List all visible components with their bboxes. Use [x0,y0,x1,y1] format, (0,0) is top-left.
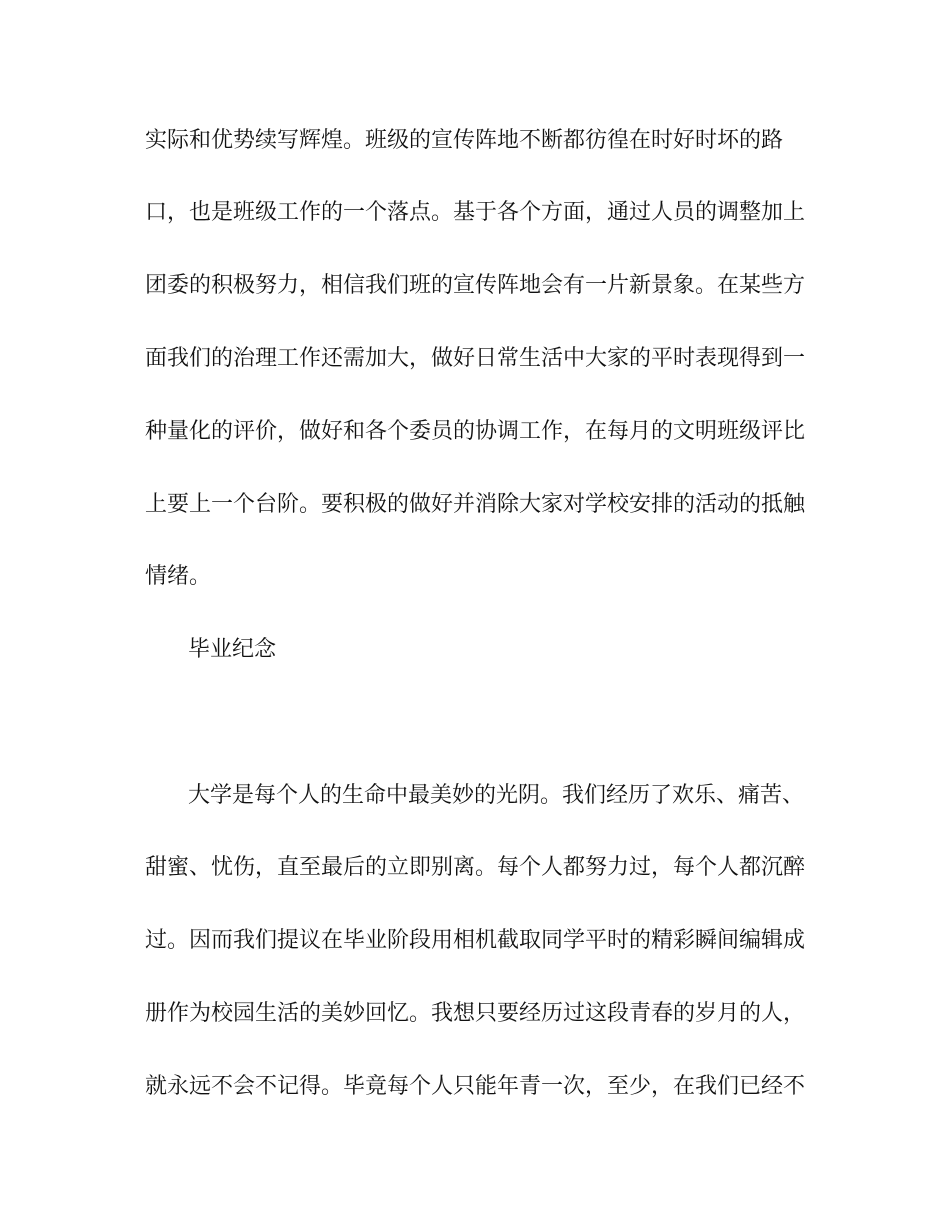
paragraph-1-line-1: 实际和优势续写辉煌。班级的宣传阵地不断都彷徨在时好时坏的路 [145,128,784,153]
paragraph-2-line-4: 册作为校园生活的美妙回忆。我想只要经历过这段青春的岁月的人， [145,1001,805,1026]
paragraph-1-line-7: 情绪。 [145,564,212,589]
paragraph-2-line-2: 甜蜜、忧伤，直至最后的立即别离。每个人都努力过，每个人都沉醉 [145,855,805,880]
paragraph-2-line-3: 过。因而我们提议在毕业阶段用相机截取同学平时的精彩瞬间编辑成 [145,928,805,953]
paragraph-1-line-6: 上要上一个台阶。要积极的做好并消除大家对学校安排的活动的抵触 [145,492,805,517]
paragraph-1-line-2: 口，也是班级工作的一个落点。基于各个方面，通过人员的调整加上 [145,200,805,225]
paragraph-2-line-1: 大学是每个人的生命中最美妙的光阴。我们经历了欢乐、痛苦、 [188,783,805,808]
section-heading: 毕业纪念 [188,637,277,662]
paragraph-1-line-4: 面我们的治理工作还需加大，做好日常生活中大家的平时表现得到一 [145,346,805,371]
paragraph-2-line-5: 就永远不会不记得。毕竟每个人只能年青一次，至少，在我们已经不 [145,1074,805,1099]
paragraph-1-line-5: 种量化的评价，做好和各个委员的协调工作，在每月的文明班级评比 [145,419,805,444]
paragraph-1-line-3: 团委的积极努力，相信我们班的宣传阵地会有一片新景象。在某些方 [145,273,805,298]
